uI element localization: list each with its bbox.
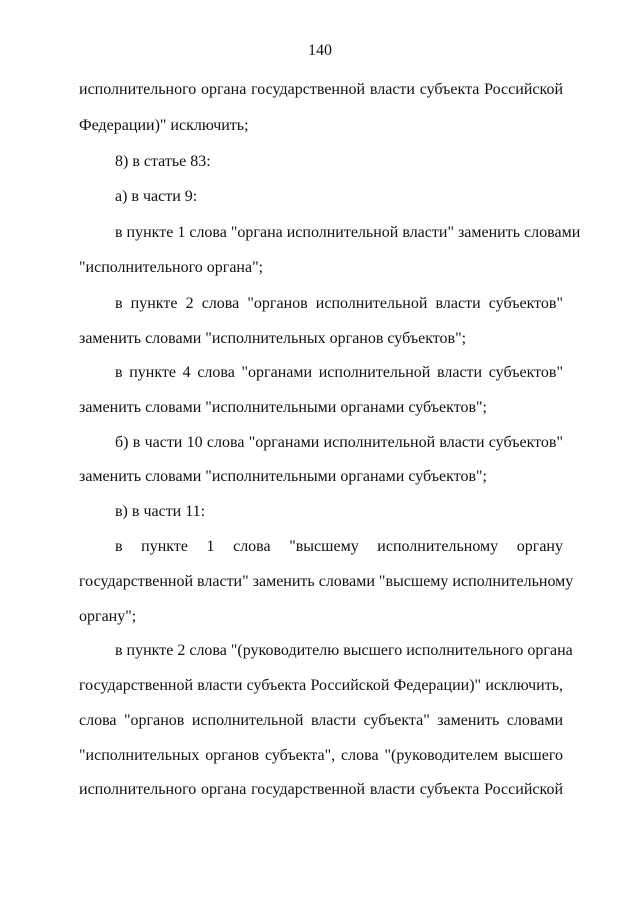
text-line: 8) в статье 83:: [115, 153, 211, 170]
text-line: исполнительного органа государственной власти субъекта Российской: [79, 781, 563, 798]
text-line: Федерации)" исключить;: [79, 117, 249, 134]
text-line: в пункте 1 слова "органа исполнительной власти" заменить словами: [115, 224, 581, 241]
text-line: а) в части 9:: [115, 188, 198, 205]
text-line: слова "органов исполнительной власти субъекта" заменить словами: [79, 712, 563, 729]
text-line: в пункте 4 слова "органами исполнительной власти субъектов": [115, 364, 563, 381]
text-line: государственной власти субъекта Российской Федерации)" исключить,: [79, 677, 563, 694]
text-line: б) в части 10 слова "органами исполнительной власти субъектов": [115, 434, 563, 451]
text-line: "исполнительных органов субъекта", слова "(руководителем высшего: [79, 747, 563, 764]
text-line: государственной власти" заменить словами "высшему исполнительному: [79, 573, 574, 590]
text-line: органу";: [79, 608, 137, 625]
text-line: в) в части 11:: [115, 503, 206, 520]
text-line: в пункте 1 слова "высшему исполнительному органу: [115, 538, 563, 555]
text-line: заменить словами "исполнительными органами субъектов";: [79, 399, 487, 416]
text-line: в пункте 2 слова "(руководителю высшего исполнительного органа: [115, 642, 573, 659]
text-line: в пункте 2 слова "органов исполнительной власти субъектов": [115, 295, 563, 312]
text-line: заменить словами "исполнительными органами субъектов";: [79, 468, 487, 485]
text-line: "исполнительного органа";: [79, 259, 264, 276]
page-number: 140: [308, 42, 332, 59]
text-line: заменить словами "исполнительных органов субъектов";: [79, 330, 467, 347]
text-line: исполнительного органа государственной власти субъекта Российской: [79, 81, 563, 98]
